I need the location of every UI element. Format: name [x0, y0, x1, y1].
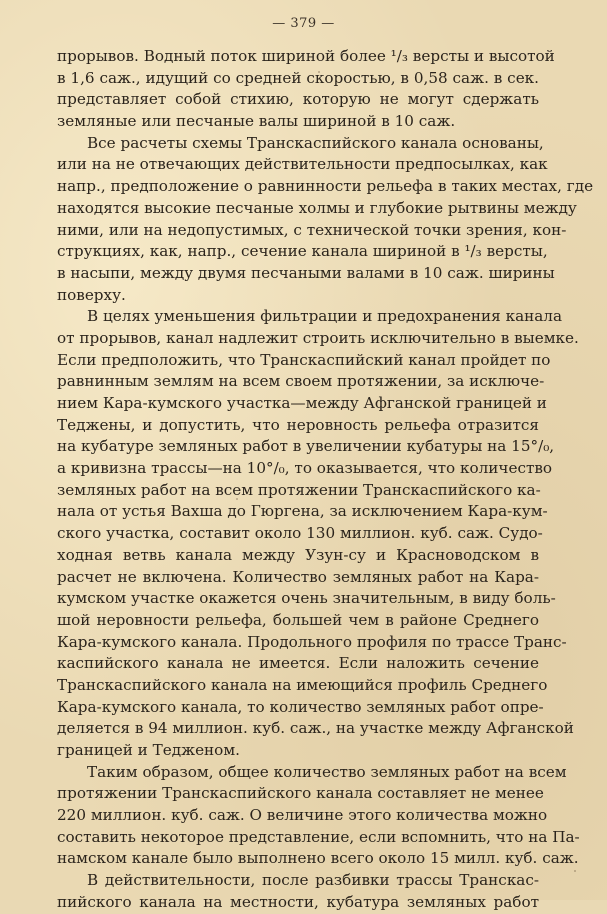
text-line: Транскаспийского канала на имеющийся профиль Среднего [57, 675, 548, 694]
text-line: находятся высокие песчаные холмы и глубокие рытвины между [57, 198, 577, 217]
text-line: напр., предположение о равнинности рельефа в таких местах, где [57, 177, 594, 196]
text-line: представляет собой стихию, которую не могут сдержать [57, 90, 539, 109]
text-line: границей и Тедженом. [57, 741, 240, 759]
text-line: протяжении Транскаспийского канала составляет не менее [57, 784, 544, 803]
text-line: каспийского канала не имеется. Если наложить сечение [57, 654, 539, 673]
text-line: деляется в 94 миллион. куб. саж., на участке между Афганской [57, 719, 574, 738]
text-line: В действительности, после разбивки трассы Транскас- [87, 871, 539, 890]
paper-speck [318, 71, 320, 73]
text-line: Кара-кумского канала, то количество земляных работ опре- [57, 697, 544, 716]
text-line: пийского канала на местности, кубатура земляных работ [57, 892, 539, 911]
body-text [57, 46, 594, 914]
text-line: земляных работ на всем протяжении Транскаспийского ка- [57, 480, 541, 499]
text-line: нием Кара-кумского участка—между Афганской границей и [57, 394, 547, 412]
text-line: равнинным землям на всем своем протяжении, за исключе- [57, 372, 545, 391]
text-line: струкциях, как, напр., сечение канала шириной в ¹/₃ версты, [57, 242, 548, 261]
text-line: Кара-кумского канала. Продольного профиля по трассе Транс- [57, 632, 567, 651]
text-line: составить некоторое представление, если вспомнить, что на Па- [57, 827, 580, 846]
text-line: а кривизна трассы—на 10°/₀, то оказывается, что количество [57, 459, 553, 478]
text-line: Таким образом, общее количество земляных работ на всем [87, 762, 567, 781]
text-line: ними, или на недопустимых, с технической точки зрения, кон- [57, 220, 567, 239]
text-line: шой неровности рельефа, большей чем в районе Среднего [57, 610, 539, 629]
text-line: от прорывов, канал надлежит строить исключительно в выемке. [57, 328, 579, 347]
text-line: в насыпи, между двумя песчаными валами в 10 саж. ширины [57, 263, 555, 282]
text-line: Все расчеты схемы Транскаспийского канала основаны, [87, 133, 544, 152]
text-line: намском канале было выполнено всего около 15 милл. куб. саж. [57, 849, 579, 868]
text-line: Если предположить, что Транскаспийский канал пройдет по [57, 350, 551, 369]
text-line: кумском участке окажется очень значительным, в виду боль- [57, 589, 556, 608]
text-line: расчет не включена. Количество земляных работ на Кара- [57, 567, 539, 586]
text-line: ходная ветвь канала между Узун-су и Красноводском в [57, 545, 539, 564]
text-line: прорывов. Водный поток шириной более ¹/₃ версты и высотой [57, 47, 555, 65]
text-line: или на не отвечающих действительности предпосылках, как [57, 155, 548, 174]
text-line: Теджены, и допустить, что неровность рельефа отразится [57, 415, 539, 434]
paper-speck [574, 870, 576, 872]
text-line: земляные или песчаные валы шириной в 10 саж. [57, 112, 456, 131]
paper-speck [236, 498, 238, 500]
paper-speck [404, 184, 406, 186]
text-line: В целях уменьшения фильтрации и предохранения канала [87, 307, 563, 326]
text-line: поверху. [57, 285, 126, 304]
text-line: ского участка, составит около 130 миллион. куб. саж. Судо- [57, 524, 543, 543]
text-line: нала от устья Вахша до Гюргена, за исключением Кара-кум- [57, 502, 548, 521]
text-line: в 1,6 саж., идущий со средней скоростью, в 0,58 саж. в сек. [57, 68, 539, 87]
text-line: 220 миллион. куб. саж. О величине этого количества можно [57, 806, 548, 825]
page-number: — 379 — [272, 16, 335, 31]
text-line: на кубатуре земляных работ в увеличении кубатуры на 15°/₀, [57, 437, 555, 456]
